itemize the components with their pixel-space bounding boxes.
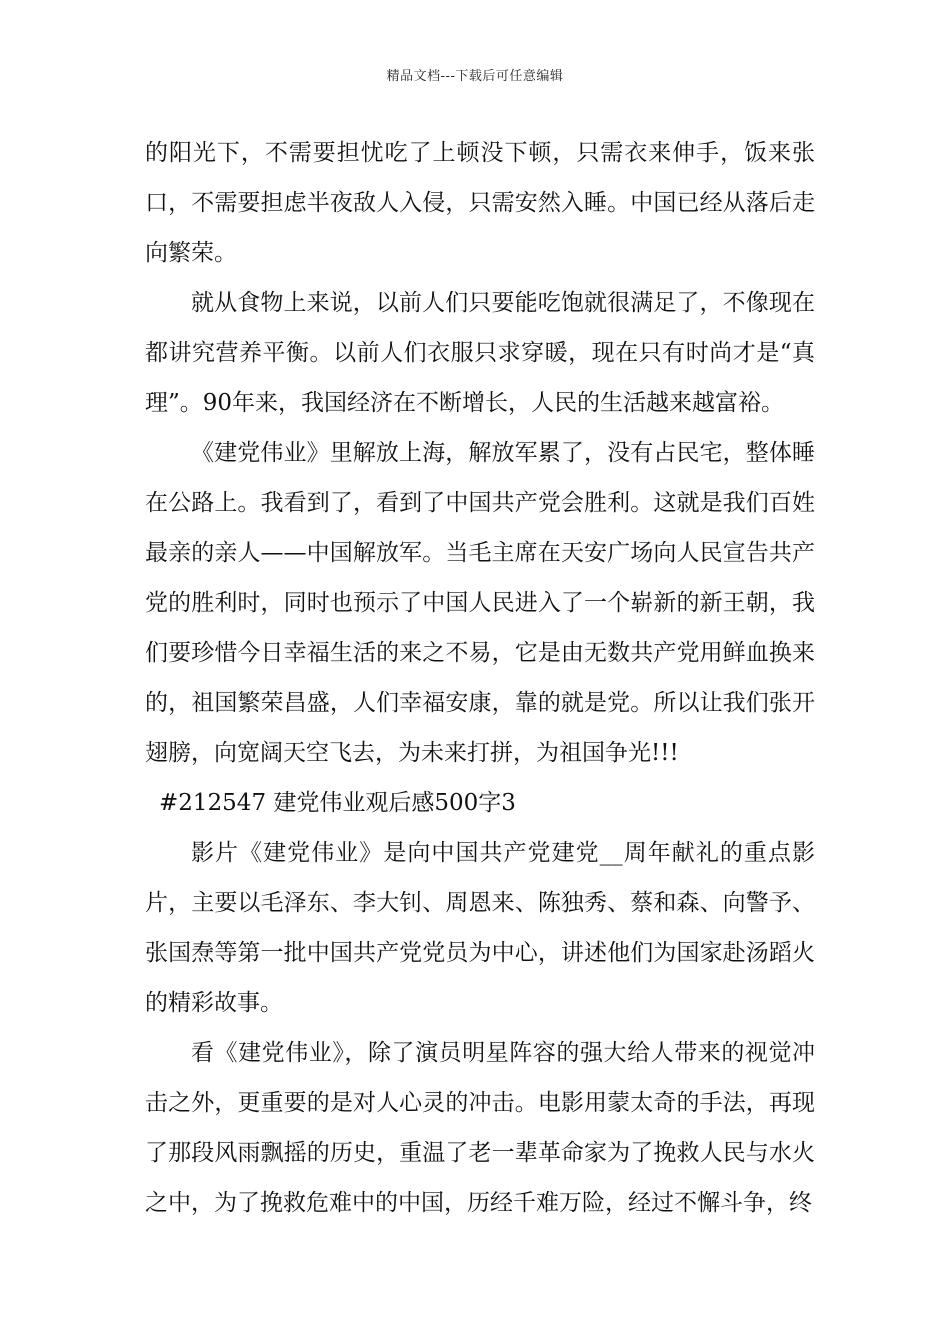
paragraph-film-impact: 看《建党伟业》，除了演员明星阵容的强大给人带来的视觉冲击之外，更重要的是对人心灵的冲击。电影用蒙太奇的手法，再现了那段风雨飘摇的历史，重温了老一辈革命家为了挽救人民与水火之中，为了挽救危难中的中国，历经千难万险，经过不懈斗争，终: [145, 1040, 815, 1216]
document-body: [145, 128, 815, 1228]
paragraph-liberation-army: 《建党伟业》里解放上海，解放军累了，没有占民宅，整体睡在公路上。我看到了，看到了中国共产党会胜利。这就是我们百姓最亲的亲人——中国解放军。当毛主席在天安广场向人民宣告共产党的胜利时，同时也预示了中国人民进入了一个崭新的新王朝，我们要珍惜今日幸福生活的来之不易，它是由无数共产党用鲜血换来的，祖国繁荣昌盛，人们幸福安康，靠的就是党。所以让我们张开翅膀，向宽阔天空飞去，为未来打拼，为祖国争光!!!: [145, 440, 815, 766]
paragraph-continuation: 的阳光下，不需要担忧吃了上顿没下顿，只需衣来伸手，饭来张口，不需要担虑半夜敌人入侵，只需安然入睡。中国已经从落后走向繁荣。: [145, 140, 815, 266]
section-heading: #212547 建党伟业观后感500字3: [159, 790, 516, 816]
page-header: 精品文档---下载后可任意编辑: [386, 69, 564, 84]
paragraph-food-clothing: 就从食物上来说，以前人们只要能吃饱就很满足了，不像现在都讲究营养平衡。以前人们衣服只求穿暖，现在只有时尚才是“真理”。90年来，我国经济在不断增长，人民的生活越来越富裕。: [145, 290, 815, 416]
paragraph-film-intro: 影片《建党伟业》是向中国共产党建党__周年献礼的重点影片，主要以毛泽东、李大钊、周恩来、陈独秀、蔡和森、向警予、张国焘等第一批中国共产党党员为中心，讲述他们为国家赴汤蹈火的精彩故事。: [145, 840, 815, 1016]
